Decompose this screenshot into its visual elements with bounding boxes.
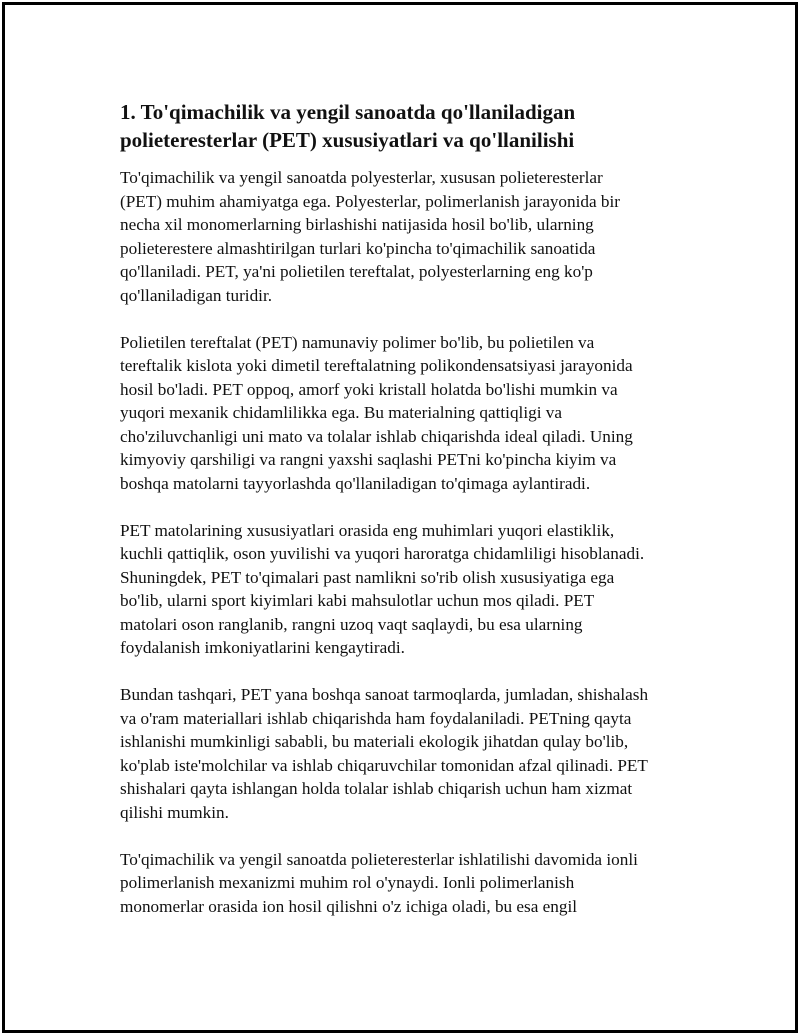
text-line: va o'ram materiallari ishlab chiqarishda ham foydalaniladi. PETning qayta	[120, 708, 632, 728]
text-line: shishalari qayta ishlangan holda tolalar ishlab chiqarish uchun ham xizmat	[120, 779, 633, 798]
heading-line: polieteresterlar (PET) xususiyatlari va qo'llanilishi	[120, 128, 575, 152]
text-line: bo'lib, ularni sport kiyimlari kabi mahsulotlar uchun mos qiladi. PET	[120, 591, 595, 610]
text-line: monomerlar orasida ion hosil qilishni o'z ichiga oladi, bu esa engil	[120, 896, 578, 916]
text-line: foydalanish imkoniyatlarini kengaytiradi.	[120, 638, 405, 657]
text-line: qilishi mumkin.	[120, 802, 229, 822]
text-line: Shuningdek, PET to'qimalari past namlikni so'rib olish xususiyatiga ega	[120, 567, 615, 587]
text-line: matolari oson ranglanib, rangni uzoq vaqt saqlaydi, bu esa ularning	[120, 614, 583, 634]
text-line: ishlanishi mumkinligi sababli, bu materiali ekologik jihatdan qulay bo'lib,	[120, 732, 629, 751]
heading-line: 1. To'qimachilik va yengil sanoatda qo'llaniladigan	[120, 100, 576, 124]
text-line: (PET) muhim ahamiyatga ega. Polyesterlar, polimerlanish jarayonida bir	[120, 191, 620, 211]
page-frame	[2, 2, 798, 1033]
text-line: hosil bo'ladi. PET oppoq, amorf yoki kristall holatda bo'lishi mumkin va	[120, 379, 618, 399]
paragraph	[120, 683, 700, 824]
text-line: boshqa matolarni tayyorlashda qo'llaniladigan to'qimaga aylantiradi.	[120, 473, 591, 493]
paragraph	[120, 331, 700, 496]
text-line: polimerlanish mexanizmi muhim rol o'ynaydi. Ionli polimerlanish	[120, 873, 575, 892]
document-body	[120, 98, 700, 942]
text-line: kuchli qattiqlik, oson yuvilishi va yuqori haroratga chidamliligi hisoblanadi.	[120, 544, 645, 563]
text-line: yuqori mexanik chidamlilikka ega. Bu materialning qattiqligi va	[120, 403, 562, 422]
text-line: qo'llaniladigan turidir.	[120, 285, 273, 305]
paragraph	[120, 848, 700, 919]
text-line: PET matolarining xususiyatlari orasida eng muhimlari yuqori elastiklik,	[120, 520, 615, 540]
text-line: polieterestere almashtirilgan turlari ko'pincha to'qimachilik sanoatida	[120, 238, 596, 258]
text-line: To'qimachilik va yengil sanoatda polyesterlar, xususan polieteresterlar	[120, 168, 603, 187]
paragraph	[120, 166, 700, 307]
text-line: tereftalik kislota yoki dimetil tereftalatning polikondensatsiyasi jarayonida	[120, 356, 633, 375]
text-line: qo'llaniladi. PET, ya'ni polietilen tereftalat, polyesterlarning eng ko'p	[120, 262, 593, 281]
text-line: necha xil monomerlarning birlashishi natijasida hosil bo'lib, ularning	[120, 215, 594, 234]
paragraph	[120, 519, 700, 660]
text-line: To'qimachilik va yengil sanoatda polieteresterlar ishlatilishi davomida ionli	[120, 849, 638, 869]
section-heading	[120, 98, 700, 154]
text-line: cho'ziluvchanligi uni mato va tolalar ishlab chiqarishda ideal qiladi. Uning	[120, 426, 633, 446]
text-line: Bundan tashqari, PET yana boshqa sanoat tarmoqlarda, jumladan, shishalash	[120, 685, 649, 704]
text-line: Polietilen tereftalat (PET) namunaviy polimer bo'lib, bu polietilen va	[120, 332, 595, 352]
text-line: kimyoviy qarshiligi va rangni yaxshi saqlashi PETni ko'pincha kiyim va	[120, 450, 617, 469]
text-line: ko'plab iste'molchilar va ishlab chiqaruvchilar tomonidan afzal qilinadi. PET	[120, 755, 648, 775]
